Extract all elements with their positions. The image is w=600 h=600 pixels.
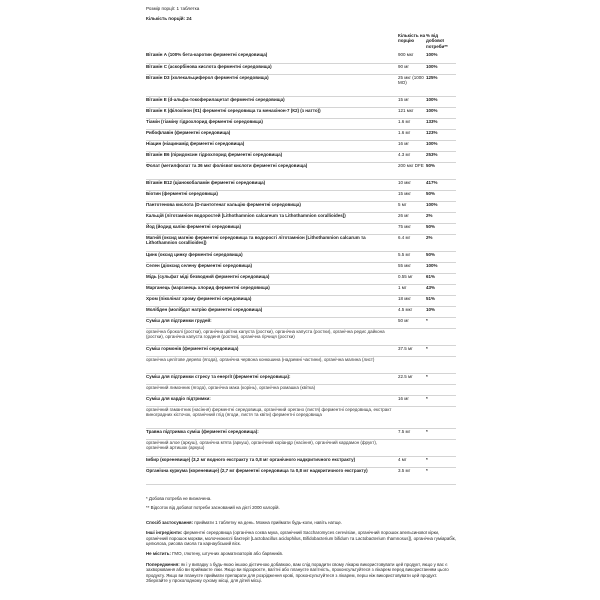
- nutrient-amount: 1 мг: [398, 284, 426, 295]
- nutrient-amount: 4 мг: [398, 456, 426, 467]
- nutrient-amount: 16 мг: [398, 140, 426, 151]
- nutrient-name: Вітамін В12 (ціанокобаламін ферментні середовища): [146, 179, 398, 190]
- nutrient-row: [146, 251, 456, 262]
- nutrient-daily-value: [426, 328, 456, 345]
- free-from-label: Не містить:: [146, 551, 171, 557]
- nutrient-amount: 18 мкг: [398, 295, 426, 306]
- nutrient-row: [146, 345, 456, 356]
- header-blank: [146, 32, 398, 52]
- nutrient-daily-value: 61%: [426, 273, 456, 284]
- nutrient-amount: 15 мг: [398, 96, 426, 107]
- nutrient-daily-value: 100%: [426, 140, 456, 151]
- nutrient-name: Кальцій (літотамніон водоростей [Lithothamnion calcareum та Lithothamnion corallioides]): [146, 212, 398, 223]
- free-from: [146, 551, 456, 556]
- nutrient-row: [146, 118, 456, 129]
- nutrient-row: [146, 234, 456, 251]
- nutrient-amount: 4.5 мкг: [398, 306, 426, 317]
- nutrient-name: Марганець (марганець хлорид ферментні середовища): [146, 284, 398, 295]
- warning-text: як і у випадку з будь-якою іншою дієтичною добавкою, вам слід порадити свому лікарю використовувати цей продукт, якщо у вас є захворювання або ви приймаєте ліки. Якщо ви підозрюєте, вагітні або плануєте вагітність, проконсультуйтеся з лікарем перед використанням цього продукту. Якщо ви плануєте приймати препарати для розрідження крові, проконсультуйтеся з лікарем, перш ніж використовувати цей продукт. Зберігайте у прохолодному сухому місці, для дітей місці.: [146, 561, 449, 584]
- nutrient-amount: 25 мкг (1000 МО): [398, 74, 426, 96]
- nutrient-name: органічна броколі (ростки), органічна цвітна капуста (ростки), органічна капуста (ростки), органічна редис дайкона (ростки), органічна капуста горденя (ростки), органічна гірчиця (ростки): [146, 328, 398, 345]
- nutrient-row: [146, 52, 456, 63]
- nutrient-amount: 900 мкг: [398, 52, 426, 63]
- nutrient-name: органічний гамантник (насіння) ферментні середовища, органічний орегано (листя) ферментні середовища, екстракт виноградних кісточок, органічний глід (ягоди, листя та квіти) ферментні середовища: [146, 406, 398, 428]
- nutrient-name: Вітамін К (філохінон (К1) ферментні середовища та менахінон-7 (К2) (з натто)): [146, 107, 398, 118]
- nutrient-amount: [398, 328, 426, 345]
- nutrient-name: Фолат (метилфолат та 36 мкг фолієвої кислоти ферментні середовища): [146, 162, 398, 179]
- nutrient-name: органічний лимонник (ягода), органічна мака (корінь), органічна ромашка (квітка): [146, 384, 398, 395]
- nutrient-daily-value: 253%: [426, 151, 456, 162]
- nutrient-amount: [398, 356, 426, 373]
- nutrient-name: Ніацин (ніацинамід ферментні середовища): [146, 140, 398, 151]
- column-header-daily-value: % від добової потреби**: [426, 33, 448, 49]
- notes-section: [146, 496, 456, 588]
- nutrient-row: [146, 284, 456, 295]
- nutrient-row: [146, 373, 456, 384]
- nutrient-row: [146, 262, 456, 273]
- nutrient-amount: 90 мг: [398, 63, 426, 74]
- nutrient-daily-value: 50%: [426, 251, 456, 262]
- nutrient-amount: 4.3 мг: [398, 151, 426, 162]
- nutrient-amount: 16 мг: [398, 395, 426, 406]
- nutrient-amount: 7.5 мг: [398, 428, 426, 439]
- ingredient-detail-row: [146, 384, 456, 395]
- nutrient-row: [146, 317, 456, 328]
- nutrient-row: [146, 140, 456, 151]
- nutrient-amount: 5.5 мг: [398, 251, 426, 262]
- nutrient-amount: [398, 439, 426, 456]
- nutrient-name: Цинк (оксид цинку ферментні середовища): [146, 251, 398, 262]
- nutrient-name: Суміш для підтримки стресу та енергії (ферментні середовища):: [146, 373, 398, 384]
- nutrient-name: Суміш для кардіо підтримки:: [146, 395, 398, 406]
- nutrient-daily-value: 100%: [426, 262, 456, 273]
- nutrient-name: Травна підтримка суміш (ферментні середовища):: [146, 428, 398, 439]
- nutrient-daily-value: 2%: [426, 212, 456, 223]
- nutrient-daily-value: *: [426, 456, 456, 467]
- nutrient-amount: 0.55 мг: [398, 273, 426, 284]
- nutrient-daily-value: *: [426, 395, 456, 406]
- nutrient-name: Імбир (кореневище) (3,2 мг водного екстракту та 0,8 мг органічного надкритичного екстракту): [146, 456, 398, 467]
- ingredient-detail-row: [146, 356, 456, 373]
- nutrient-daily-value: *: [426, 345, 456, 356]
- nutrient-amount: 1.6 мг: [398, 118, 426, 129]
- nutrient-daily-value: 100%: [426, 63, 456, 74]
- nutrient-amount: 10 мкг: [398, 179, 426, 190]
- nutrient-daily-value: 50%: [426, 190, 456, 201]
- nutrient-row: [146, 96, 456, 107]
- nutrient-daily-value: [426, 356, 456, 373]
- nutrient-daily-value: *: [426, 467, 456, 484]
- nutrient-daily-value: 50%: [426, 223, 456, 234]
- other-ingredients: [146, 530, 456, 546]
- nutrient-row: [146, 306, 456, 317]
- footnote-dv-not-set: * Добова потреба не визначена.: [146, 496, 212, 501]
- nutrient-amount: 121 мкг: [398, 107, 426, 118]
- nutrient-amount: 200 мкг DFE: [398, 162, 426, 179]
- nutrient-row: [146, 129, 456, 140]
- nutrient-row: [146, 467, 456, 484]
- nutrient-name: Магній (оксид магнію ферментні середовища та водорості літотамніон [Lithothamnion calcarum та Lithothamnion corallioides]): [146, 234, 398, 251]
- nutrient-row: [146, 395, 456, 406]
- nutrient-name: органічний алое (аркуш), органічна м'ята (аркуш), органічний коріандр (насіння), органічний кардамон (фрукт), органічний артишок (аркуш): [146, 439, 398, 456]
- servings-per-container: Кількість порцій: 24: [146, 16, 192, 21]
- nutrient-daily-value: *: [426, 373, 456, 384]
- nutrient-name: Тіамін (тіаміну гідрохлорид ферментні середовища): [146, 118, 398, 129]
- nutrient-daily-value: 50%: [426, 162, 456, 179]
- nutrient-row: [146, 212, 456, 223]
- supplement-facts-table: [146, 32, 456, 485]
- nutrient-name: Органічна куркума (кореневище) (2,7 мг ферментні середовища та 0,8 мг надкритичного екстракту): [146, 467, 398, 484]
- nutrient-amount: 26 мг: [398, 212, 426, 223]
- nutrient-name: Молібден (молібдат натрію ферментні середовища): [146, 306, 398, 317]
- nutrient-daily-value: 2%: [426, 234, 456, 251]
- ingredient-detail-row: [146, 406, 456, 428]
- nutrient-row: [146, 151, 456, 162]
- nutrient-name: органічна целітове дерево (ягода), органічна червона конюшина (надземні частини), органічна малина (лист): [146, 356, 398, 373]
- usage-label: Спосіб застосування:: [146, 519, 194, 525]
- usage-text: приймати 1 таблетку на день. Можна приймати будь-коли, навіть натще.: [194, 519, 343, 525]
- nutrient-row: [146, 295, 456, 306]
- nutrient-amount: 37.5 мг: [398, 345, 426, 356]
- column-header-amount: Кількість на порцію: [398, 33, 426, 44]
- nutrient-daily-value: 123%: [426, 129, 456, 140]
- ingredient-detail-row: [146, 328, 456, 345]
- nutrient-name: Вітамін А (100% бета-каротин ферментні середовища): [146, 52, 398, 63]
- nutrient-daily-value: 10%: [426, 306, 456, 317]
- warning: [146, 562, 456, 584]
- nutrient-name: Йод (йодид калію ферментні середовища): [146, 223, 398, 234]
- nutrient-daily-value: [426, 439, 456, 456]
- nutrient-amount: 15 мкг: [398, 190, 426, 201]
- ingredient-detail-row: [146, 439, 456, 456]
- nutrient-amount: 5 мг: [398, 201, 426, 212]
- nutrient-row: [146, 179, 456, 190]
- nutrient-row: [146, 74, 456, 96]
- nutrient-name: Суміш гормонів (ферментні середовища): [146, 345, 398, 356]
- usage-directions: [146, 520, 456, 525]
- nutrient-row: [146, 223, 456, 234]
- nutrient-name: Вітамін D3 (холекальциферол ферментні середовища): [146, 74, 398, 96]
- nutrient-daily-value: 43%: [426, 284, 456, 295]
- nutrient-daily-value: 100%: [426, 107, 456, 118]
- nutrient-row: [146, 107, 456, 118]
- nutrient-daily-value: *: [426, 317, 456, 328]
- footnote-percent-basis: ** Відсоток від добової потреби заснований на дієті 2000 калорій.: [146, 505, 280, 511]
- nutrient-name: Біотин (ферментні середовища): [146, 190, 398, 201]
- nutrient-row: [146, 190, 456, 201]
- nutrient-amount: 50 мг: [398, 317, 426, 328]
- nutrient-amount: 75 мкг: [398, 223, 426, 234]
- nutrient-amount: 55 мкг: [398, 262, 426, 273]
- nutrient-amount: [398, 406, 426, 428]
- other-ingredients-text: ферментні середовища (органічна соєва мука, органічний Saccharomyces cerevisiae, органічний порошок апельсинової кірки, органічний порошок моркви, молочнокислі бактерії [Lactobacillus acidophilus, Bifidobacterium bifidum та Lactobacterium rhamnosus]), органічна гуміараб́ік, целюлоза, рисова смола та карнаубський віск.: [146, 530, 456, 547]
- nutrient-daily-value: [426, 384, 456, 395]
- nutrient-name: Рибофлавін (ферментні середовища): [146, 129, 398, 140]
- serving-size: Розмір порції: 1 таблетка: [146, 6, 200, 11]
- nutrient-name: Селен (діоксид селену ферментні середовища): [146, 262, 398, 273]
- nutrient-daily-value: 100%: [426, 201, 456, 212]
- nutrient-name: Хром (піколінат хрому ферментні середовища): [146, 295, 398, 306]
- nutrient-row: [146, 428, 456, 439]
- nutrient-row: [146, 273, 456, 284]
- nutrient-row: [146, 456, 456, 467]
- warning-label: Попередження:: [146, 561, 180, 567]
- nutrient-name: Вітамін С (аскорбінова кислота ферментні середовища): [146, 63, 398, 74]
- nutrient-amount: 1.6 мг: [398, 129, 426, 140]
- nutrient-daily-value: 51%: [426, 295, 456, 306]
- nutrient-daily-value: *: [426, 428, 456, 439]
- nutrient-daily-value: 100%: [426, 52, 456, 63]
- nutrient-amount: 3.5 мг: [398, 467, 426, 484]
- nutrient-row: [146, 63, 456, 74]
- nutrient-name: Пантотенова кислота (D-пантотенат кальцію ферментні середовища): [146, 201, 398, 212]
- nutrient-name: Вітамін Е (d-альфа-токоферилацетат ферментні середовища): [146, 96, 398, 107]
- nutrient-daily-value: 133%: [426, 118, 456, 129]
- nutrient-daily-value: [426, 406, 456, 428]
- nutrient-daily-value: 417%: [426, 179, 456, 190]
- nutrient-row: [146, 201, 456, 212]
- nutrient-row: [146, 162, 456, 179]
- other-ingredients-label: Інші інгредієнти:: [146, 530, 183, 536]
- nutrient-daily-value: 100%: [426, 96, 456, 107]
- nutrient-daily-value: 125%: [426, 74, 456, 96]
- free-from-text: ГМО, глютену, штучних ароматизаторів або барвників.: [172, 551, 284, 557]
- nutrient-amount: [398, 384, 426, 395]
- nutrient-name: Вітамін В6 (піридоксин гідрохлорид ферментні середовища): [146, 151, 398, 162]
- nutrient-name: Мідь (сульфат міді безводний ферментні середовища): [146, 273, 398, 284]
- nutrient-amount: 22.5 мг: [398, 373, 426, 384]
- nutrient-name: Суміш для підтримки грудей:: [146, 317, 398, 328]
- nutrient-amount: 6.4 мг: [398, 234, 426, 251]
